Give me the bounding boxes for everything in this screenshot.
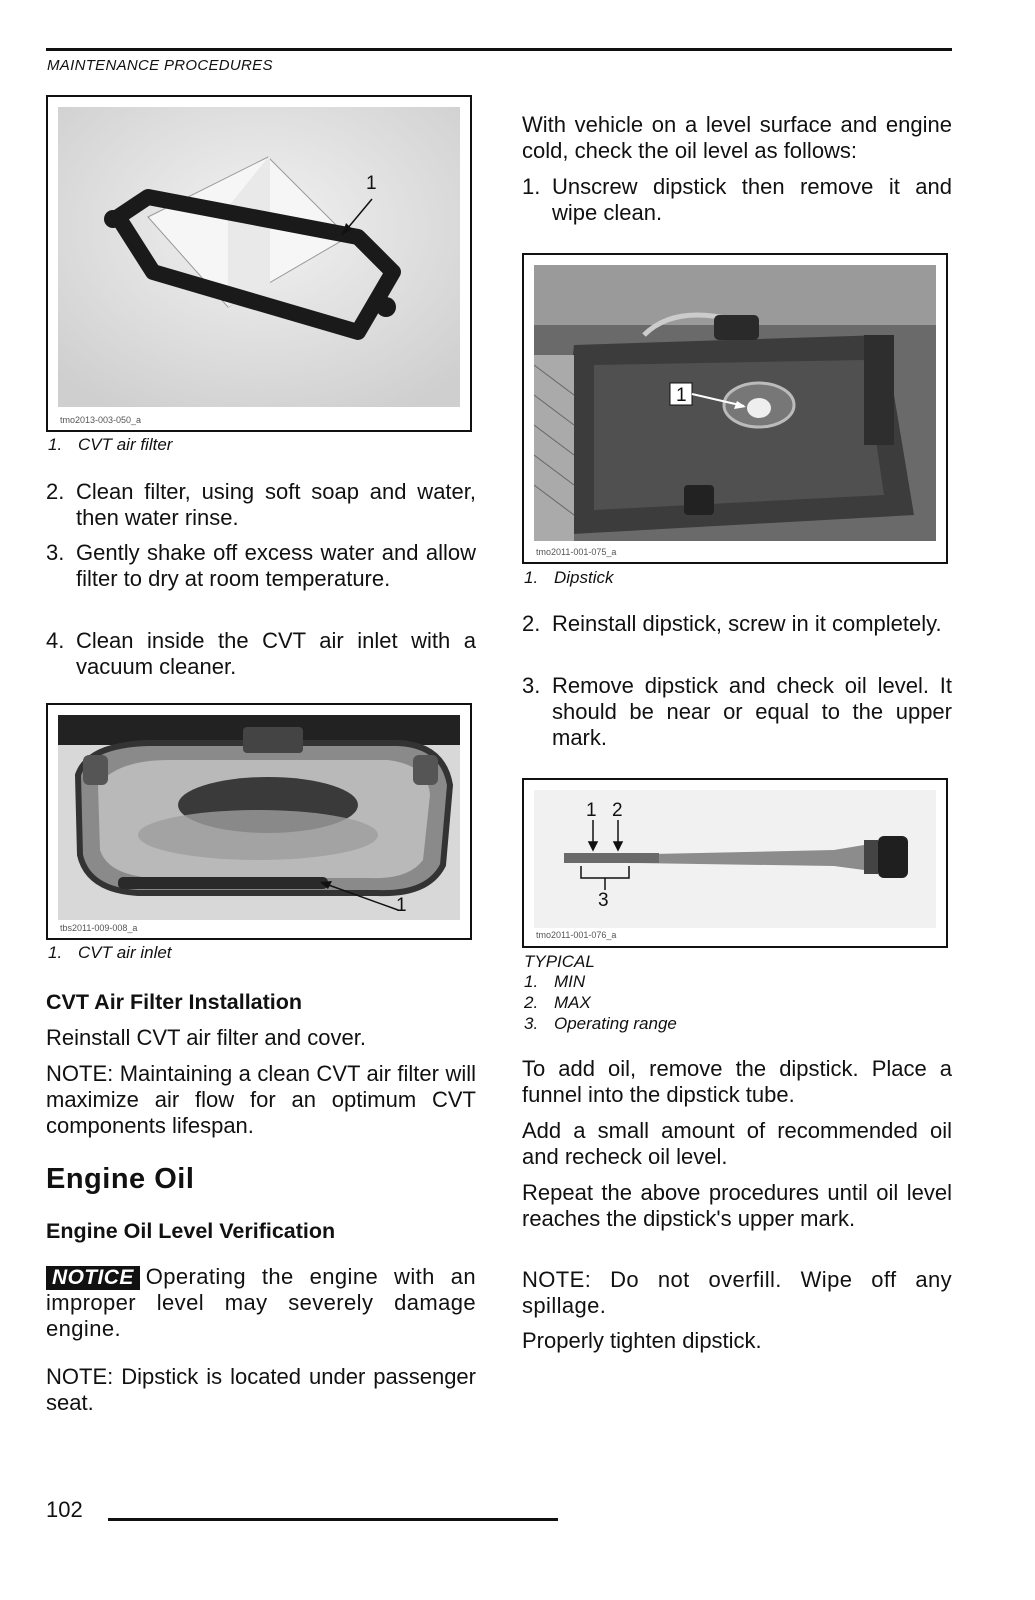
figure-4-callout-range: 3 bbox=[598, 890, 609, 911]
figure-1-tag: tmo2013-003-050_a bbox=[60, 415, 142, 425]
figure-4-typical: TYPICAL bbox=[524, 952, 595, 971]
figure-cvt-air-filter bbox=[46, 95, 472, 432]
oil-verification-heading: Engine Oil Level Verification bbox=[46, 1219, 336, 1243]
tighten-paragraph: Properly tighten dipstick. bbox=[522, 1328, 762, 1353]
figure-4-legend-1: 1. MIN bbox=[524, 972, 586, 991]
notice-block: NOTICE Operating the engine with an improper level may severely damage engine. bbox=[46, 1264, 476, 1341]
figure-1-caption: 1. CVT air filter bbox=[48, 435, 173, 454]
dipstick-location-photo bbox=[534, 265, 936, 541]
figure-3-tag: tmo2011-001-075_a bbox=[536, 547, 617, 557]
figure-2-callout: 1 bbox=[396, 895, 407, 916]
section-header: MAINTENANCE PROCEDURES bbox=[47, 57, 273, 74]
add-oil-paragraph: To add oil, remove the dipstick. Place a funnel into the dipstick tube. bbox=[522, 1056, 952, 1107]
engine-oil-heading: Engine Oil bbox=[46, 1163, 195, 1195]
footer-rule bbox=[108, 1518, 558, 1521]
figure-3-caption: 1. Dipstick bbox=[524, 568, 614, 587]
recheck-paragraph: Add a small amount of recommended oil and recheck oil level. bbox=[522, 1118, 952, 1169]
figure-4-callout-min: 1 bbox=[586, 800, 597, 821]
note-label: NOTE: bbox=[46, 1061, 114, 1086]
cvt-air-inlet-photo bbox=[58, 715, 460, 920]
cvt-installation-text: Reinstall CVT air filter and cover. bbox=[46, 1025, 366, 1050]
note-cvt-filter: NOTE: Maintaining a clean CVT air filter will maximize air flow for an optimum CVT components lifespan. bbox=[46, 1061, 476, 1138]
figure-2-caption: 1. CVT air inlet bbox=[48, 943, 172, 962]
figure-2-tag: tbs2011-009-008_a bbox=[60, 923, 138, 933]
note-overfill: NOTE: Do not overfill. Wipe off any spillage. bbox=[522, 1267, 952, 1318]
figure-dipstick-marks bbox=[522, 778, 948, 948]
notice-badge: NOTICE bbox=[46, 1266, 140, 1290]
repeat-paragraph: Repeat the above procedures until oil level reaches the dipstick's upper mark. bbox=[522, 1180, 952, 1231]
figure-dipstick-location bbox=[522, 253, 948, 564]
header-rule bbox=[46, 48, 952, 51]
cvt-air-filter-photo bbox=[58, 107, 460, 407]
figure-4-tag: tmo2011-001-076_a bbox=[536, 930, 617, 940]
figure-4-legend-3: 3. Operating range bbox=[524, 1014, 677, 1033]
oil-check-intro: With vehicle on a level surface and engine cold, check the oil level as follows: bbox=[522, 112, 952, 163]
figure-1-callout: 1 bbox=[366, 173, 377, 194]
figure-3-callout: 1 bbox=[676, 385, 687, 406]
figure-4-legend-2: 2. MAX bbox=[524, 993, 591, 1012]
figure-cvt-air-inlet bbox=[46, 703, 472, 940]
note-dipstick-location: NOTE: Dipstick is located under passenger seat. bbox=[46, 1364, 476, 1415]
figure-4-callout-max: 2 bbox=[612, 800, 623, 821]
page-number: 102 bbox=[46, 1497, 83, 1522]
cvt-installation-heading: CVT Air Filter Installation bbox=[46, 990, 303, 1014]
